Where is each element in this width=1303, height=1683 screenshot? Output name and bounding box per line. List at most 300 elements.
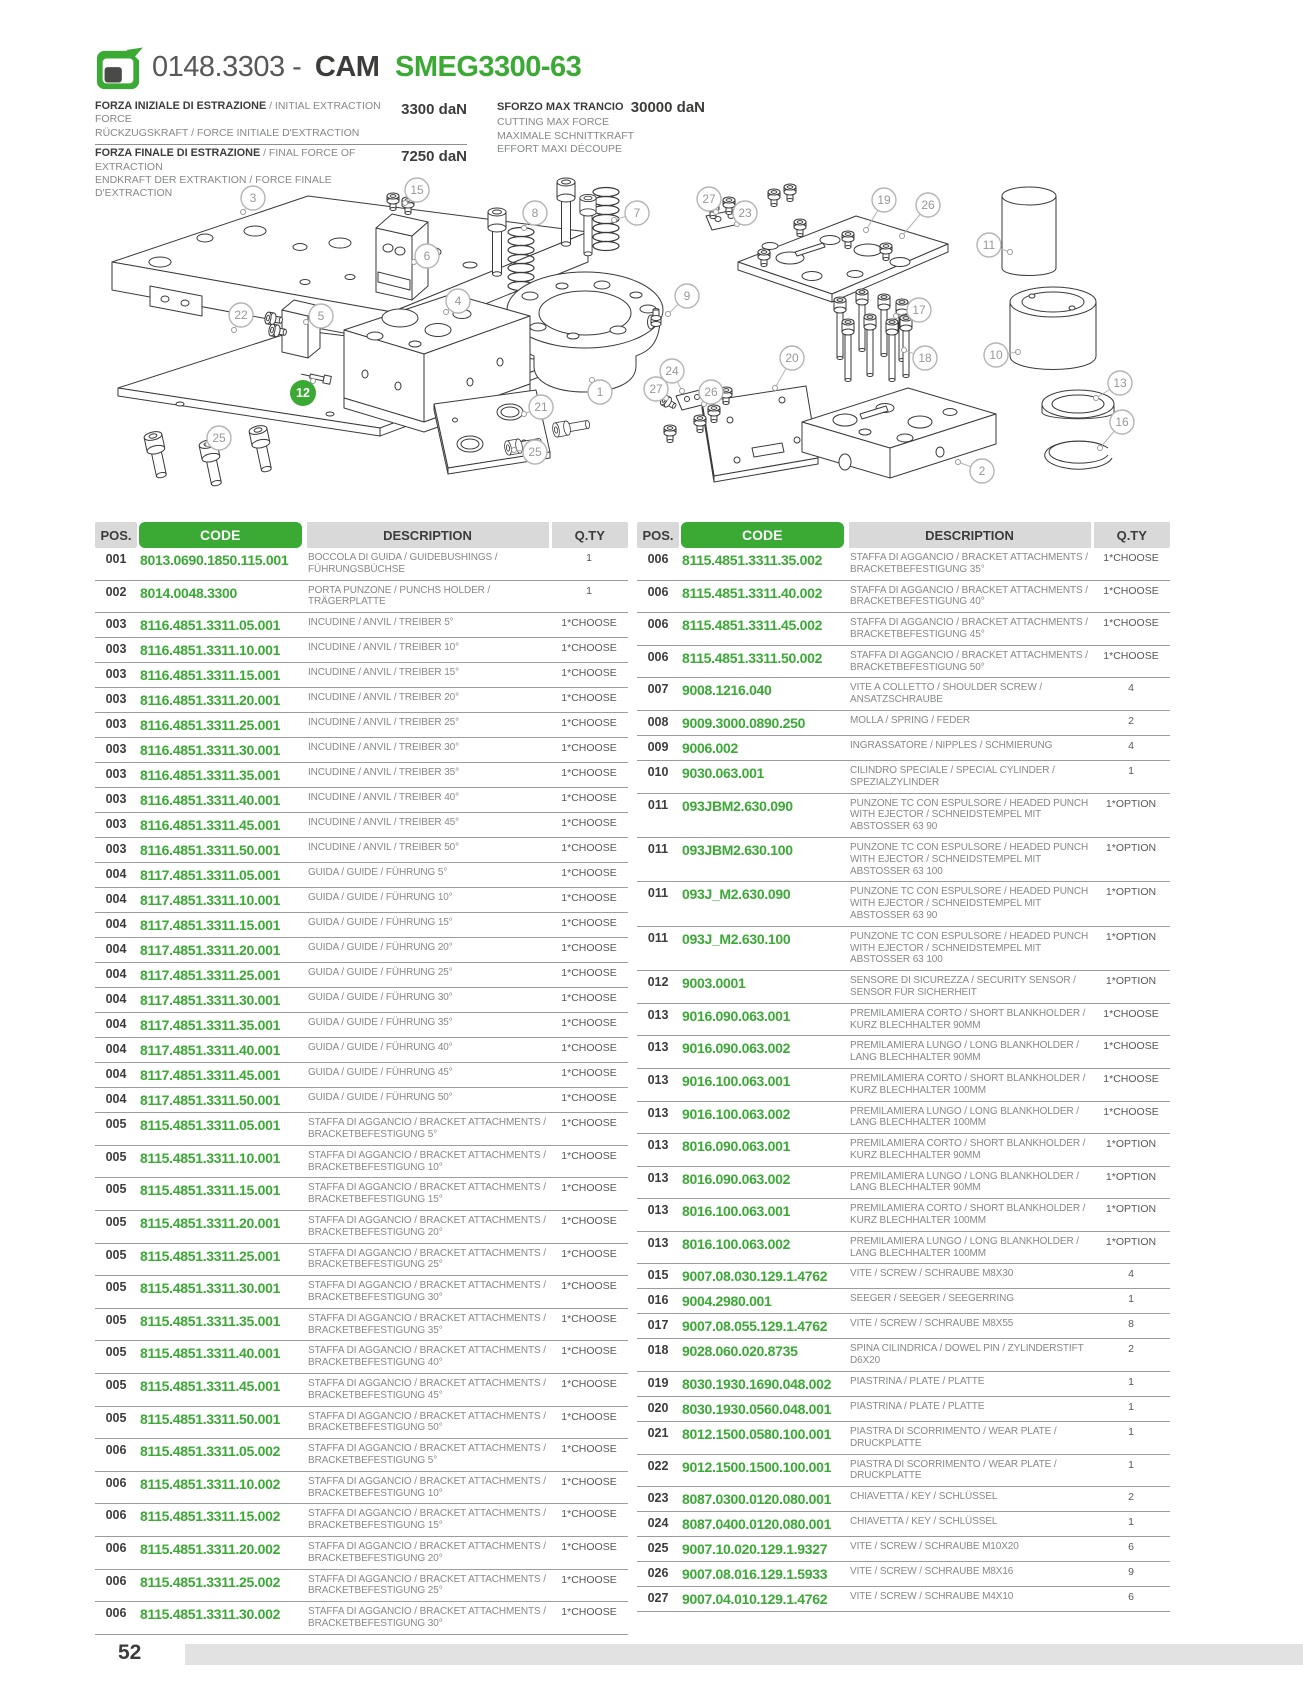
cell-qty: 1 (1128, 1516, 1134, 1529)
cell-qty: 1 (1128, 764, 1134, 777)
cell-pos: 009 (647, 739, 669, 754)
cell-pos: 005 (105, 1410, 127, 1425)
table-row (637, 645, 1170, 678)
cell-pos: 005 (105, 1182, 127, 1197)
cell-desc: GUIDA / GUIDE / FÜHRUNG 25° (308, 967, 453, 979)
callout-number: 5 (317, 309, 325, 324)
cell-qty: 1*CHOOSE (561, 642, 617, 655)
table-row (637, 1231, 1170, 1264)
cell-desc: PREMILAMIERA LUNGO / LONG BLANKHOLDER / LANG BLECHHALTER 100MM (850, 1235, 1079, 1259)
product-code: 0148.3303 - (152, 51, 302, 83)
cell-qty: 1*CHOOSE (1103, 1040, 1159, 1053)
table-row (95, 613, 628, 638)
cell-qty: 1*CHOOSE (561, 892, 617, 905)
table-row (637, 1003, 1170, 1036)
table-row (95, 1536, 628, 1569)
cell-desc: PUNZONE TC CON ESPULSORE / HEADED PUNCH WITH EJECTOR / SCHNEIDSTEMPEL MIT ABSTOSSER 63 90 (850, 797, 1089, 833)
cell-code: 9016.100.063.002 (682, 1105, 791, 1122)
cell-pos: 026 (647, 1566, 669, 1581)
cell-pos: 013 (647, 1138, 669, 1153)
cell-code: 8115.4851.3311.05.002 (140, 1443, 281, 1460)
cell-desc: PORTA PUNZONE / PUNCHS HOLDER / TRÄGERPLATTE (308, 584, 491, 608)
cell-pos: 004 (105, 992, 127, 1007)
table-row (637, 1199, 1170, 1232)
table-row (637, 1068, 1170, 1101)
cell-qty: 1 (1128, 1401, 1134, 1414)
cell-code: 8115.4851.3311.10.001 (140, 1149, 281, 1166)
cell-code: 8030.1930.1690.048.002 (682, 1376, 832, 1393)
header-qty: Q.TY (550, 522, 628, 548)
callout-number: 11 (982, 238, 996, 253)
cell-code: 8115.4851.3311.10.002 (140, 1475, 281, 1492)
table-row (637, 1562, 1170, 1587)
cell-pos: 006 (647, 552, 669, 566)
table-row (637, 837, 1170, 881)
cell-desc: GUIDA / GUIDE / FÜHRUNG 35° (308, 1017, 453, 1029)
cell-qty: 1*CHOOSE (1103, 1007, 1159, 1020)
cell-code: 093JBM2.630.090 (682, 797, 793, 814)
table-row (637, 613, 1170, 646)
cell-pos: 006 (105, 1606, 127, 1621)
table-row (95, 938, 628, 963)
max-cut-value: 30000 daN (630, 99, 705, 116)
cell-desc: STAFFA DI AGGANCIO / BRACKET ATTACHMENTS / BRACKETBEFESTIGUNG 30° (308, 1280, 546, 1303)
table-row (637, 580, 1170, 613)
table-row (95, 1439, 628, 1472)
cell-pos: 015 (647, 1268, 669, 1283)
table-row (95, 1276, 628, 1309)
cell-desc: PIASTRA DI SCORRIMENTO / WEAR PLATE / DRUCKPLATTE (850, 1426, 1057, 1449)
cell-pos: 003 (105, 717, 127, 732)
cell-code: 8115.4851.3311.15.001 (140, 1182, 281, 1199)
table-row (95, 548, 628, 580)
table-row (95, 1243, 628, 1276)
cell-desc: INCUDINE / ANVIL / TREIBER 35° (308, 767, 460, 779)
callout-anchor-dot (1098, 446, 1103, 451)
cell-qty: 1 (1128, 1293, 1134, 1306)
table-row (95, 913, 628, 938)
table-row (95, 1406, 628, 1439)
callout-number: 19 (877, 193, 891, 208)
callout-anchor-dot (900, 234, 905, 239)
cell-pos: 006 (105, 1540, 127, 1555)
table-row (95, 1210, 628, 1243)
cell-code: 8016.100.063.001 (682, 1203, 791, 1220)
cell-qty: 2 (1128, 1343, 1134, 1356)
cell-desc: PUNZONE TC CON ESPULSORE / HEADED PUNCH WITH EJECTOR / SCHNEIDSTEMPEL MIT ABSTOSSER 63 100 (850, 841, 1089, 877)
cell-desc: GUIDA / GUIDE / FÜHRUNG 5° (308, 867, 448, 879)
callout-anchor-dot (1016, 350, 1021, 355)
cell-pos: 006 (105, 1573, 127, 1588)
cell-desc: PUNZONE TC CON ESPULSORE / HEADED PUNCH WITH EJECTOR / SCHNEIDSTEMPEL MIT ABSTOSSER 63 90 (850, 886, 1089, 921)
callout-anchor-dot (864, 228, 869, 233)
cell-code: 8087.0400.0120.080.001 (682, 1516, 832, 1533)
table-row (95, 838, 628, 863)
cell-qty: 4 (1128, 682, 1134, 695)
cell-pos: 013 (647, 1007, 669, 1022)
cell-code: 8117.4851.3311.30.001 (140, 992, 281, 1009)
callout-anchor-dot (1008, 250, 1013, 255)
table-row (95, 1178, 628, 1211)
cell-pos: 004 (105, 1042, 127, 1057)
cell-code: 9007.08.055.129.1.4762 (682, 1318, 828, 1335)
cell-pos: 003 (105, 792, 127, 807)
cell-desc: CILINDRO SPECIALE / SPECIAL CYLINDER / SPEZIALZYLINDER (850, 764, 1055, 788)
callout-number: 2 (978, 464, 986, 479)
table-row (637, 1537, 1170, 1562)
table-row (95, 663, 628, 688)
cell-pos: 024 (647, 1516, 669, 1531)
cell-qty: 1*CHOOSE (561, 1345, 617, 1358)
table-row (637, 1101, 1170, 1134)
cell-code: 9004.2980.001 (682, 1293, 772, 1310)
cell-pos: 004 (105, 1067, 127, 1082)
cell-code: 8115.4851.3311.50.002 (682, 649, 823, 666)
cell-pos: 007 (647, 682, 669, 697)
cell-code: 8116.4851.3311.45.001 (140, 817, 281, 834)
cell-code: 9012.1500.1500.100.001 (682, 1458, 832, 1475)
table-row (637, 1314, 1170, 1339)
callout-anchor-dot (956, 460, 961, 465)
cell-pos: 006 (647, 617, 669, 632)
cell-code: 9030.063.001 (682, 764, 765, 781)
cell-code: 8116.4851.3311.50.001 (140, 842, 281, 859)
table-row (637, 1264, 1170, 1289)
cell-code: 8115.4851.3311.20.001 (140, 1214, 281, 1231)
cell-pos: 003 (105, 642, 127, 657)
cell-desc: GUIDA / GUIDE / FÜHRUNG 15° (308, 917, 453, 929)
table-row (637, 760, 1170, 793)
table-row (95, 1504, 628, 1537)
cell-pos: 006 (105, 1443, 127, 1458)
callout-number: 24 (665, 364, 679, 379)
cell-qty: 1*CHOOSE (561, 1067, 617, 1080)
cell-pos: 004 (105, 917, 127, 932)
cell-code: 8116.4851.3311.35.001 (140, 767, 281, 784)
cell-desc: PIASTRINA / PLATE / PLATTE (850, 1401, 985, 1413)
cell-pos: 011 (647, 797, 669, 812)
table-row (95, 1088, 628, 1113)
cell-pos: 013 (647, 1105, 669, 1120)
cell-desc: STAFFA DI AGGANCIO / BRACKET ATTACHMENTS / BRACKETBEFESTIGUNG 40° (850, 584, 1088, 608)
callout-anchor-dot (311, 379, 316, 384)
table-row (95, 1013, 628, 1038)
header-code: CODE (137, 522, 305, 548)
cell-code: 8117.4851.3311.20.001 (140, 942, 281, 959)
cell-pos: 006 (105, 1475, 127, 1490)
cell-desc: STAFFA DI AGGANCIO / BRACKET ATTACHMENTS / BRACKETBEFESTIGUNG 10° (308, 1475, 546, 1499)
table-row (95, 963, 628, 988)
cell-code: 9007.04.010.129.1.4762 (682, 1591, 828, 1608)
initial-force-label-en: / INITIAL EXTRACTION FORCE (95, 100, 381, 126)
final-force-label-de-fr: ENDKRAFT DER EXTRAKTION / FORCE FINALE D'EXTRACTION (95, 174, 332, 200)
cell-qty: 1*OPTION (1105, 1138, 1157, 1151)
cell-code: 8016.090.063.001 (682, 1138, 791, 1155)
cell-desc: PIASTRINA / PLATE / PLATTE (850, 1376, 985, 1388)
callout-number: 25 (528, 445, 542, 460)
cell-desc: STAFFA DI AGGANCIO / BRACKET ATTACHMENTS / BRACKETBEFESTIGUNG 30° (308, 1606, 546, 1629)
cell-qty: 1*CHOOSE (561, 817, 617, 830)
cell-qty: 1*OPTION (1105, 975, 1157, 988)
callout-anchor-dot (512, 448, 517, 453)
footer-bar (185, 1644, 1303, 1665)
cell-code: 9016.100.063.001 (682, 1072, 791, 1089)
table-row (637, 1512, 1170, 1537)
cell-desc: VITE / SCREW / SCHRAUBE M8X30 (850, 1268, 1014, 1280)
table-row (95, 1308, 628, 1341)
cell-code: 8115.4851.3311.35.002 (682, 552, 823, 568)
table-row (95, 788, 628, 813)
cell-desc: STAFFA DI AGGANCIO / BRACKET ATTACHMENTS / BRACKETBEFESTIGUNG 45° (308, 1377, 546, 1401)
cell-desc: BOCCOLA DI GUIDA / GUIDEBUSHINGS / FÜHRUNGSBÜCHSE (308, 552, 498, 575)
cell-qty: 1*CHOOSE (561, 1117, 617, 1130)
cell-pos: 013 (647, 1040, 669, 1055)
callout-number: 21 (534, 400, 548, 415)
cell-qty: 1*CHOOSE (561, 617, 617, 630)
cell-qty: 1*CHOOSE (561, 1540, 617, 1553)
cell-desc: MOLLA / SPRING / FEDER (850, 714, 971, 726)
page-number: 52 (118, 1641, 142, 1664)
exploded-diagram (0, 0, 1303, 520)
cell-qty: 1*CHOOSE (561, 992, 617, 1005)
table-row (95, 738, 628, 763)
cell-qty: 6 (1128, 1541, 1134, 1554)
callout-number: 26 (704, 385, 718, 400)
cell-pos: 005 (105, 1149, 127, 1164)
callout-number: 12 (296, 386, 310, 401)
cell-qty: 1 (1128, 1458, 1134, 1471)
cell-desc: GUIDA / GUIDE / FÜHRUNG 45° (308, 1067, 453, 1079)
cell-qty: 1*CHOOSE (561, 1377, 617, 1390)
cell-pos: 006 (105, 1508, 127, 1523)
cell-pos: 021 (647, 1426, 669, 1441)
callout-number: 13 (1113, 376, 1127, 391)
cell-qty: 1*OPTION (1105, 1235, 1157, 1248)
cell-qty: 1*CHOOSE (561, 767, 617, 780)
cell-code: 8030.1930.0560.048.001 (682, 1401, 832, 1418)
callout-number: 25 (212, 431, 226, 446)
cell-qty: 8 (1128, 1318, 1134, 1331)
product-model: SMEG3300-63 (394, 51, 582, 83)
cell-pos: 025 (647, 1541, 669, 1556)
cell-pos: 005 (105, 1312, 127, 1327)
callout-number: 20 (785, 351, 799, 366)
cell-qty: 1*CHOOSE (561, 1443, 617, 1456)
cell-code: 8117.4851.3311.15.001 (140, 917, 281, 934)
cell-pos: 004 (105, 1017, 127, 1032)
table-row (637, 1036, 1170, 1069)
callout-number: 18 (918, 351, 932, 366)
cell-qty: 1*OPTION (1105, 1170, 1157, 1183)
callout-anchor-dot (666, 312, 671, 317)
cell-code: 8016.100.063.002 (682, 1235, 791, 1252)
cell-qty: 1*CHOOSE (561, 967, 617, 980)
cell-code: 8116.4851.3311.25.001 (140, 717, 281, 734)
max-cut-label-de: MAXIMALE SCHNITTKRAFT (497, 129, 635, 142)
callout-anchor-dot (241, 210, 246, 215)
cell-pos: 005 (105, 1345, 127, 1360)
cell-code: 093JBM2.630.100 (682, 841, 793, 858)
cell-desc: PREMILAMIERA CORTO / SHORT BLANKHOLDER / KURZ BLECHHALTER 100MM (850, 1203, 1086, 1227)
cell-qty: 1*CHOOSE (1103, 1072, 1159, 1085)
cell-code: 8012.1500.0580.100.001 (682, 1426, 832, 1443)
cell-code: 8117.4851.3311.10.001 (140, 892, 281, 909)
table-row (637, 548, 1170, 580)
table-row (637, 710, 1170, 735)
cell-pos: 019 (647, 1376, 669, 1391)
cell-desc: STAFFA DI AGGANCIO / BRACKET ATTACHMENTS / BRACKETBEFESTIGUNG 15° (308, 1508, 546, 1532)
cell-pos: 016 (647, 1293, 669, 1308)
callout-anchor-dot (1094, 396, 1099, 401)
cell-code: 8115.4851.3311.30.002 (140, 1606, 281, 1623)
callout-anchor-dot (612, 218, 617, 223)
cell-qty: 1*CHOOSE (561, 1182, 617, 1195)
cell-desc: INCUDINE / ANVIL / TREIBER 25° (308, 717, 460, 729)
cell-code: 8014.0048.3300 (140, 584, 238, 601)
callout-anchor-dot (304, 320, 309, 325)
cell-qty: 1*CHOOSE (561, 1149, 617, 1162)
cell-code: 8087.0300.0120.080.001 (682, 1491, 832, 1508)
cell-pos: 003 (105, 817, 127, 832)
parts-table-right (637, 522, 1170, 1612)
callout-number: 8 (531, 206, 539, 221)
cell-qty: 1*OPTION (1105, 886, 1157, 899)
cell-qty: 1*CHOOSE (561, 667, 617, 680)
cell-pos: 003 (105, 667, 127, 682)
parts-table-left (95, 522, 628, 1635)
table-row (637, 1339, 1170, 1372)
cell-desc: GUIDA / GUIDE / FÜHRUNG 20° (308, 942, 453, 954)
cell-code: 093J_M2.630.100 (682, 930, 791, 947)
cell-code: 8116.4851.3311.30.001 (140, 742, 281, 759)
cell-desc: INCUDINE / ANVIL / TREIBER 15° (308, 667, 460, 679)
callout-number: 9 (683, 289, 691, 304)
cell-code: 8115.4851.3311.45.002 (682, 617, 823, 634)
cell-desc: STAFFA DI AGGANCIO / BRACKET ATTACHMENTS / BRACKETBEFESTIGUNG 5° (308, 1117, 546, 1140)
cell-desc: STAFFA DI AGGANCIO / BRACKET ATTACHMENTS / BRACKETBEFESTIGUNG 20° (308, 1540, 546, 1564)
cell-desc: INGRASSATORE / NIPPLES / SCHMIERUNG (850, 739, 1053, 751)
cell-code: 8116.4851.3311.05.001 (140, 617, 281, 634)
callout-anchor-dot (773, 386, 778, 391)
cell-qty: 1*CHOOSE (1103, 649, 1159, 662)
cell-qty: 1*CHOOSE (1103, 584, 1159, 597)
cell-pos: 018 (647, 1343, 669, 1358)
cell-code: 9007.10.020.129.1.9327 (682, 1541, 828, 1558)
cell-pos: 020 (647, 1401, 669, 1416)
cell-pos: 004 (105, 967, 127, 982)
cell-desc: STAFFA DI AGGANCIO / BRACKET ATTACHMENTS / BRACKETBEFESTIGUNG 10° (308, 1149, 546, 1173)
cell-desc: VITE / SCREW / SCHRAUBE M10X20 (850, 1541, 1019, 1553)
cell-pos: 003 (105, 767, 127, 782)
cell-qty: 1*CHOOSE (561, 717, 617, 730)
table-row (95, 638, 628, 663)
cell-desc: INCUDINE / ANVIL / TREIBER 50° (308, 842, 460, 854)
cell-code: 8016.090.063.002 (682, 1170, 791, 1187)
cell-code: 8115.4851.3311.35.001 (140, 1312, 281, 1329)
table-row (95, 1471, 628, 1504)
cell-desc: GUIDA / GUIDE / FÜHRUNG 30° (308, 992, 453, 1004)
table-row (95, 888, 628, 913)
cell-desc: VITE / SCREW / SCHRAUBE M8X55 (850, 1318, 1014, 1330)
product-family: CAM (314, 51, 380, 83)
cell-desc: STAFFA DI AGGANCIO / BRACKET ATTACHMENTS / BRACKETBEFESTIGUNG 50° (850, 649, 1088, 673)
cell-code: 093J_M2.630.090 (682, 886, 791, 903)
callout-number: 7 (633, 206, 641, 221)
cell-desc: INCUDINE / ANVIL / TREIBER 45° (308, 817, 460, 829)
table-row (637, 793, 1170, 837)
cell-pos: 022 (647, 1458, 669, 1473)
cell-pos: 005 (105, 1247, 127, 1262)
callout-anchor-dot (680, 389, 685, 394)
cell-desc: GUIDA / GUIDE / FÜHRUNG 50° (308, 1092, 453, 1104)
table-row (637, 1397, 1170, 1422)
cell-qty: 1*CHOOSE (561, 1247, 617, 1260)
cell-desc: VITE / SCREW / SCHRAUBE M8X16 (850, 1566, 1014, 1578)
cell-qty: 1*OPTION (1105, 930, 1157, 943)
cell-desc: STAFFA DI AGGANCIO / BRACKET ATTACHMENTS / BRACKETBEFESTIGUNG 50° (308, 1410, 546, 1434)
cell-code: 8115.4851.3311.05.001 (140, 1117, 281, 1134)
cell-desc: VITE A COLLETTO / SHOULDER SCREW / ANSATZSCHRAUBE (850, 682, 1043, 706)
callout-anchor-dot (522, 412, 527, 417)
cell-code: 9007.08.016.129.1.5933 (682, 1566, 828, 1583)
cell-desc: CHIAVETTA / KEY / SCHLÜSSEL (850, 1516, 998, 1528)
cell-code: 8117.4851.3311.05.001 (140, 867, 281, 884)
cell-qty: 1*CHOOSE (561, 792, 617, 805)
cell-desc: PIASTRA DI SCORRIMENTO / WEAR PLATE / DRUCKPLATTE (850, 1458, 1057, 1482)
cell-desc: INCUDINE / ANVIL / TREIBER 40° (308, 792, 460, 804)
callout-number: 27 (702, 192, 716, 207)
table-row (637, 1587, 1170, 1612)
table-row (95, 580, 628, 613)
cell-pos: 005 (105, 1117, 127, 1132)
callout-number: 27 (649, 382, 663, 397)
cell-qty: 1*CHOOSE (561, 742, 617, 755)
cell-pos: 013 (647, 1072, 669, 1087)
cell-pos: 011 (647, 886, 669, 901)
cell-pos: 004 (105, 1092, 127, 1107)
table-row (95, 988, 628, 1013)
final-force-label-en: / FINAL FORCE OF EXTRACTION (95, 147, 356, 173)
cell-qty: 1*CHOOSE (561, 1280, 617, 1293)
cell-pos: 011 (647, 930, 669, 945)
initial-force-label: FORZA INIZIALE DI ESTRAZIONE (95, 100, 267, 112)
cell-code: 8115.4851.3311.20.002 (140, 1540, 281, 1557)
cell-qty: 2 (1128, 714, 1134, 727)
cell-pos: 013 (647, 1170, 669, 1185)
callout-anchor-dot (232, 328, 237, 333)
callout-anchor-dot (894, 314, 899, 319)
callout-anchor-dot (444, 310, 449, 315)
cell-pos: 001 (105, 552, 127, 566)
table-row (95, 1602, 628, 1635)
cell-desc: PREMILAMIERA CORTO / SHORT BLANKHOLDER / KURZ BLECHHALTER 100MM (850, 1072, 1086, 1096)
cell-code: 9016.090.063.001 (682, 1007, 791, 1024)
cell-qty: 9 (1128, 1566, 1134, 1579)
cell-code: 8117.4851.3311.50.001 (140, 1092, 281, 1109)
cell-code: 8115.4851.3311.15.002 (140, 1508, 281, 1525)
cell-pos: 023 (647, 1491, 669, 1506)
cell-qty: 1*CHOOSE (561, 1042, 617, 1055)
cell-code: 8115.4851.3311.40.001 (140, 1345, 281, 1362)
table-row (95, 1569, 628, 1602)
table-row (637, 1422, 1170, 1455)
table-header-row (95, 522, 628, 548)
header-description: DESCRIPTION (305, 522, 550, 548)
table-header-row (637, 522, 1170, 548)
diagram-parts (112, 178, 1114, 487)
cell-qty: 1*CHOOSE (561, 917, 617, 930)
table-row (637, 1134, 1170, 1167)
